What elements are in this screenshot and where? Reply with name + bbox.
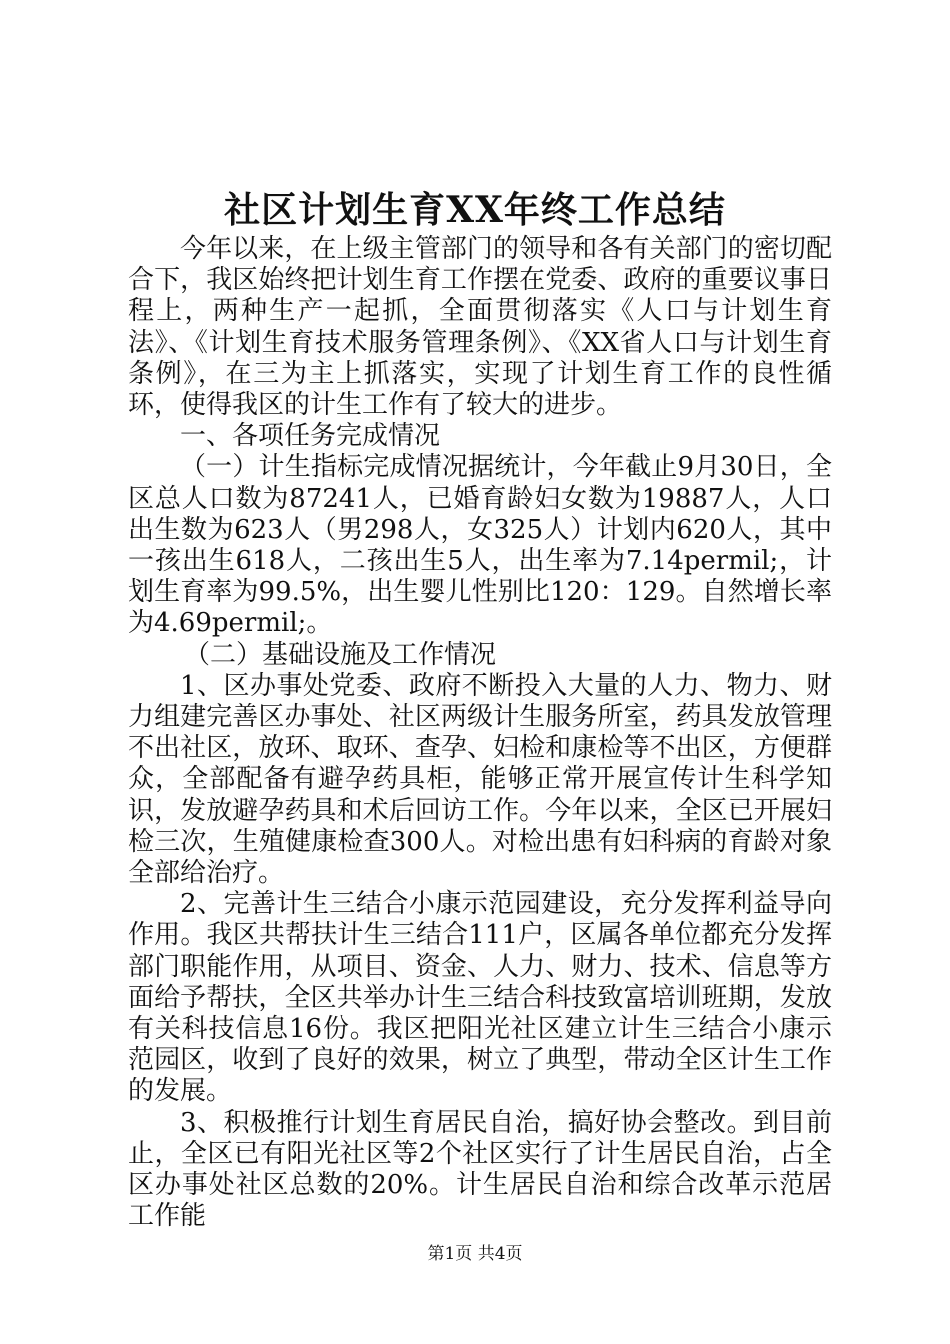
page-footer: 第1页 共4页 (427, 1244, 523, 1264)
paragraph-item-3: 3、积极推行计划生育居民自治，搞好协会整改。到目前止，全区已有阳光社区等2个社区实行了计生居民自治，占全区办事处社区总数的20%。计生居民自治和综合改革示范居工作能 (128, 1107, 832, 1232)
subsection-heading-2: （二）基础设施及工作情况 (184, 639, 497, 670)
document-body (128, 234, 832, 1233)
paragraph-item-1: 1、区办事处党委、政府不断投入大量的人力、物力、财力组建完善区办事处、社区两级计生服务所室，药具发放管理不出社区，放环、取环、查孕、妇检和康检等不出区，方便群众，全部配备有避孕药具柜，能够正常开展宣传计生科学知识，发放避孕药具和术后回访工作。今年以来，全区已开展妇检三次，生殖健康检查300人。对检出患有妇科病的育龄对象全部给治疗。 (128, 670, 832, 889)
paragraph-intro: 今年以来，在上级主管部门的领导和各有关部门的密切配合下，我区始终把计划生育工作摆在党委、政府的重要议事日程上，两种生产一起抓，全面贯彻落实《人口与计划生育法》、《计划生育技术服务管理条例》、《XX省人口与计划生育条例》，在三为主上抓落实，实现了计划生育工作的良性循环，使得我区的计生工作有了较大的进步。 (128, 234, 832, 421)
paragraph-item-2: 2、完善计生三结合小康示范园建设，充分发挥利益导向作用。我区共帮扶计生三结合111户，区属各单位都充分发挥部门职能作用，从项目、资金、人力、财力、技术、信息等方面给予帮扶，全区共举办计生三结合科技致富培训班期，发放有关科技信息16份。我区把阳光社区建立计生三结合小康示范园区，收到了良好的效果，树立了典型，带动全区计生工作的发展。 (128, 889, 832, 1107)
section-heading-1: 一、各项任务完成情况 (180, 421, 441, 452)
paragraph-indicators: （一）计生指标完成情况据统计，今年截止9月30日，全区总人口数为87241人，已婚育龄妇女数为19887人，人口出生数为623人（男298人，女325人）计划内620人，其中一孩出生618人，二孩出生5人，出生率为7.14permil;，计划生育率为99.5%，出生婴儿性别比120：129。自然增长率为4.69permil;。 (128, 452, 832, 639)
document-title: 社区计划生育XX年终工作总结 (224, 189, 726, 231)
